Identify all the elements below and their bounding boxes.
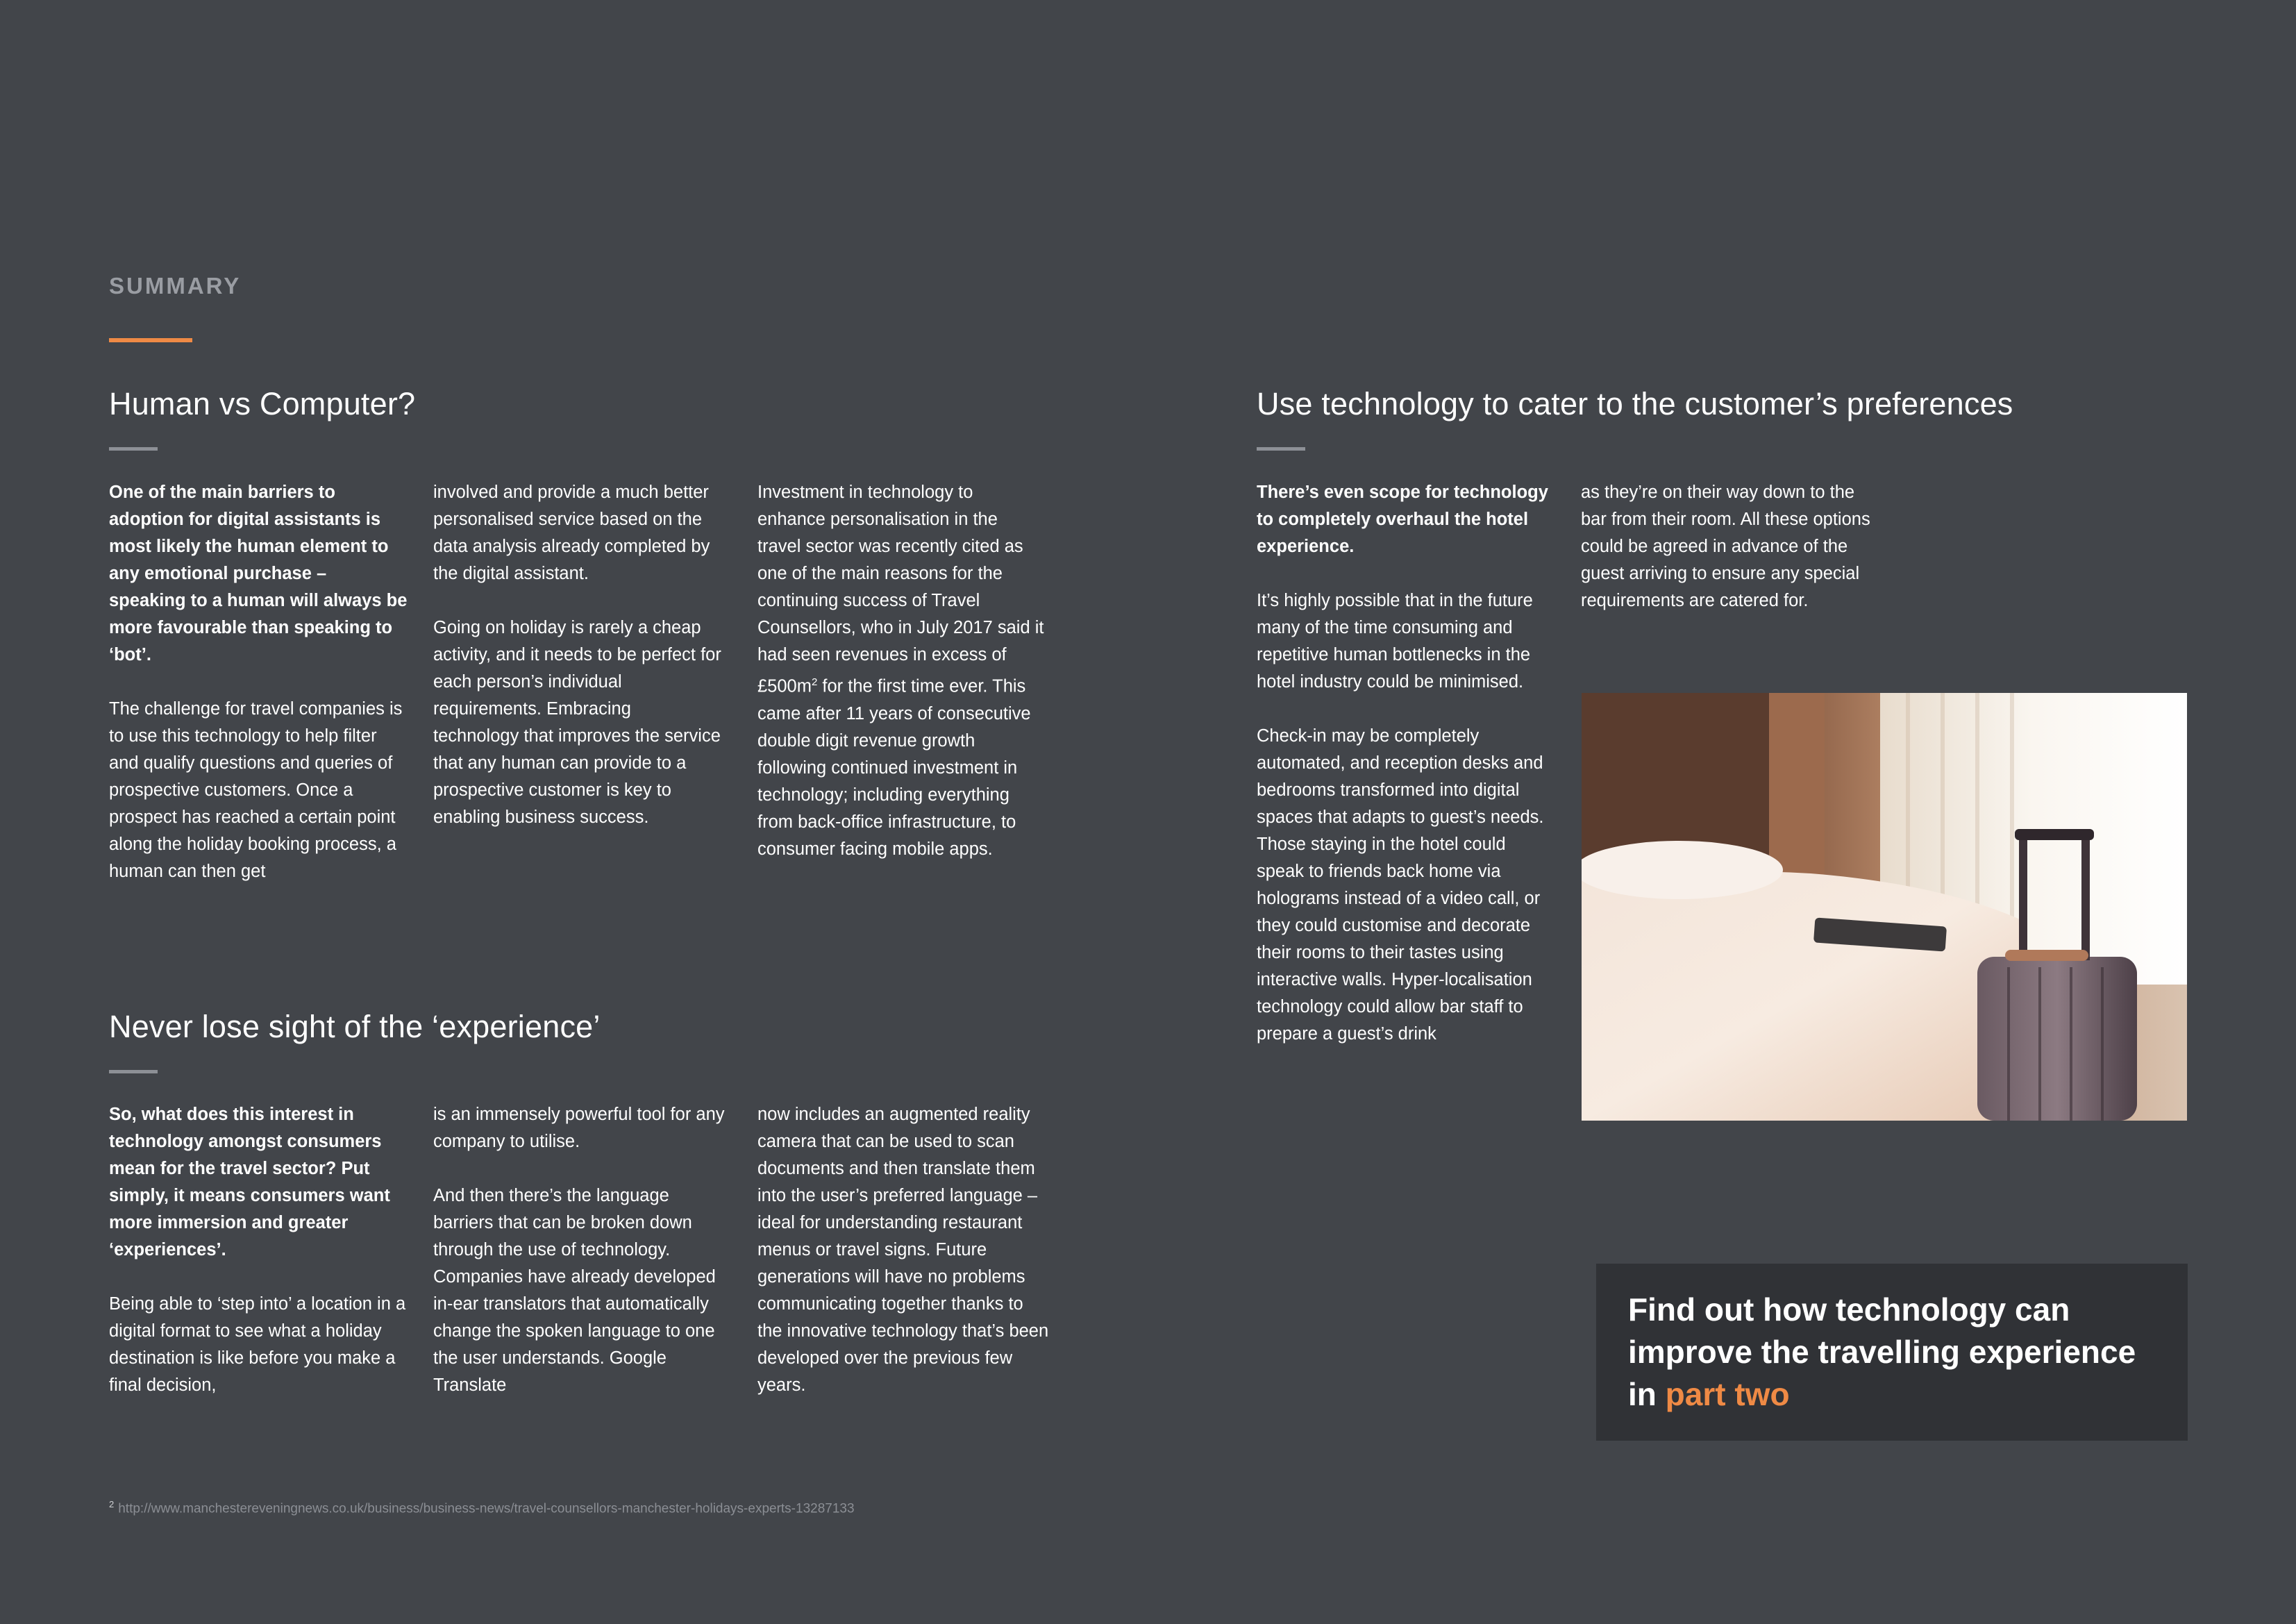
hvc-column-2 <box>433 479 721 831</box>
footnote-reference: 2 <box>811 676 818 688</box>
experience-column-1 <box>109 1101 408 1399</box>
section-label: SUMMARY <box>109 273 242 299</box>
preferences-column-1 <box>1257 479 1548 1048</box>
hvc-column-3 <box>757 479 1046 863</box>
footnote-url[interactable]: http://www.manchestereveningnews.co.uk/business/business-news/travel-counsellors-manchester-holidays-experts-13287133 <box>118 1501 855 1516</box>
preferences-lead-paragraph: There’s even scope for technology to completely overhaul the hotel experience. <box>1257 483 1548 556</box>
preferences-column-2 <box>1581 479 1872 614</box>
pillow <box>1582 841 1783 899</box>
bed <box>1582 871 2026 1121</box>
experience-paragraph: now includes an augmented reality camera that can be used to scan documents and then translate them into the user’s preferred language – ideal for understanding restaurant menus or travel signs. Future generations will have no problems communicating together thanks to the innovative technology that’s been developed over the previous few years. <box>757 1105 1049 1395</box>
cta-text: Find out how technology can improve the travelling experience in <box>1628 1291 2136 1412</box>
experience-lead-paragraph: So, what does this interest in technology amongst consumers mean for the travel sector? Put simply, it means consumers want more immersion and greater ‘experiences’. <box>109 1105 390 1259</box>
hvc-paragraph: involved and provide a much better personalised service based on the data analysis already completed by the digital assistant. <box>433 483 710 583</box>
heading-experience: Never lose sight of the ‘experience’ <box>109 1009 601 1044</box>
footnote <box>109 1499 855 1516</box>
hvc-paragraph: Going on holiday is rarely a cheap activity, and it needs to be perfect for each person’s individual requirements. Embracing technology that improves the service that any human can provide to a prospective customer is key to enabling business success. <box>433 618 721 827</box>
suitcase-top-handle <box>2005 950 2088 961</box>
preferences-paragraph: Check-in may be completely automated, and reception desks and bedrooms transformed into digital spaces that adapts to guest’s needs. Those staying in the hotel could speak to friends back home via holograms instead of a video call, or they could customise and decorate their rooms to their tastes using interactive walls. Hyper-localisation technology could allow bar staff to prepare a guest’s drink <box>1257 726 1544 1044</box>
part-two-link[interactable]: part two <box>1665 1376 1790 1412</box>
heading-human-vs-computer: Human vs Computer? <box>109 386 416 421</box>
heading-divider <box>1257 447 1305 451</box>
experience-paragraph: Being able to ‘step into’ a location in a digital format to see what a holiday destination is like before you make a final decision, <box>109 1294 406 1395</box>
hvc-paragraph: The challenge for travel companies is to use this technology to help filter and qualify questions and queries of prospective customers. Once a prospect has reached a certain point along the holiday booking process, a human can then get <box>109 699 403 881</box>
hvc-lead-paragraph: One of the main barriers to adoption for digital assistants is most likely the human element to any emotional purchase – speaking to a human will always be more favourable than speaking to ‘bot’. <box>109 483 408 664</box>
heading-preferences: Use technology to cater to the customer’s preferences <box>1257 386 2013 421</box>
hvc-column-1 <box>109 479 408 885</box>
preferences-paragraph: as they’re on their way down to the bar from their room. All these options could be agreed in advance of the guest arriving to ensure any special requirements are catered for. <box>1581 483 1870 610</box>
experience-paragraph: is an immensely powerful tool for any company to utilise. <box>433 1105 725 1151</box>
suitcase-handle-grip <box>2015 829 2094 840</box>
experience-column-2 <box>433 1101 725 1399</box>
experience-column-3 <box>757 1101 1049 1399</box>
heading-divider <box>109 1070 158 1073</box>
heading-divider <box>109 447 158 451</box>
preferences-paragraph: It’s highly possible that in the future many of the time consuming and repetitive human bottlenecks in the hotel industry could be minimised. <box>1257 591 1533 692</box>
hvc-paragraph: Investment in technology to enhance personalisation in the travel sector was recently cited as one of the main reasons for the continuing success of Travel Counsellors, who in July 2017 said it had seen revenues in excess of $£500m^2$ for the first time ever. This came after 11 years of consecutive double digit revenue growth following continued investment in technology; including everything from back-office infrastructure, to consumer facing mobile apps. <box>757 483 1044 859</box>
cta-box[interactable] <box>1596 1264 2188 1441</box>
hotel-room-photo <box>1582 693 2187 1121</box>
accent-divider <box>109 338 192 342</box>
suitcase-handle-right <box>2081 832 2090 960</box>
experience-paragraph: And then there’s the language barriers that can be broken down through the use of technology. Companies have already developed in-ear translators that automatically change the spoken language to one the user understands. Google Translate <box>433 1186 716 1395</box>
footnote-marker: 2 <box>109 1499 115 1509</box>
suitcase <box>1977 957 2137 1121</box>
hotel-room-illustration <box>1582 693 2187 1121</box>
suitcase-handle-left <box>2019 832 2027 960</box>
